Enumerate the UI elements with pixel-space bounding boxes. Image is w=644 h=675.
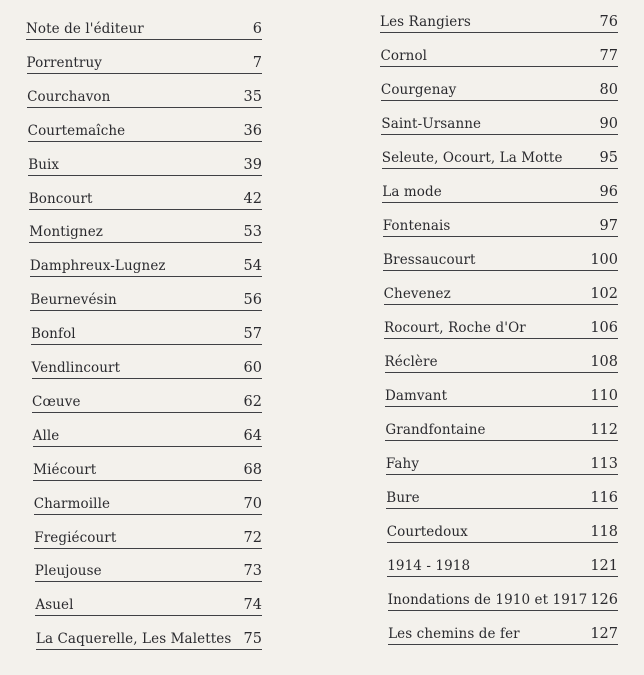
toc-entry-title: Fahy [385,456,420,472]
toc-entry-page-number: 64 [243,427,262,444]
toc-entry-page-number: 77 [599,48,618,64]
toc-entry [29,217,262,243]
toc-entry-title: Courgenay [380,82,457,98]
toc-entry-page-number: 106 [590,320,618,336]
toc-entry-title: Cœuve [32,393,81,410]
toc-entry-title: Courchavon [27,88,111,105]
toc-entry-page-number: 74 [243,597,262,614]
toc-entry-title: La Caquerelle, Les Malettes [35,631,232,648]
toc-entry [34,523,262,549]
toc-entry [384,279,618,305]
toc-entry-title: Bressaucourt [383,252,476,268]
toc-entry-title: La mode [382,184,442,200]
toc-entry-page-number: 70 [243,495,262,512]
toc-entry-page-number: 110 [590,388,618,404]
toc-entry-page-number: 35 [243,88,262,105]
toc-entry [383,211,618,237]
toc-entry [32,387,262,413]
toc-entry-page-number: 102 [590,286,618,302]
toc-entry-page-number: 36 [243,122,262,139]
toc-entry [26,14,262,40]
toc-entry-title: Vendlincourt [31,360,121,376]
toc-entry-page-number: 90 [599,116,618,132]
toc-entry-page-number: 97 [599,218,618,234]
toc-entry-page-number: 127 [590,626,618,642]
toc-entry [387,517,618,543]
toc-entry-title: Fregiécourt [34,529,117,546]
toc-entry-page-number: 53 [243,224,262,241]
toc-entry-page-number: 7 [252,54,262,71]
toc-entry-page-number: 68 [243,461,262,478]
toc-entry-title: Damphreux-Lugnez [29,258,166,275]
toc-entry-page-number: 112 [590,422,618,438]
toc-entry [380,41,618,67]
toc-entry [380,7,618,33]
toc-entry [27,82,262,108]
toc-entry-page-number: 116 [590,490,618,506]
toc-entry [36,624,262,650]
toc-entry [30,251,262,277]
toc-entry [385,415,618,441]
toc-entry-page-number: 42 [243,190,262,207]
toc-entry-page-number: 73 [243,563,262,580]
toc-entry-page-number: 62 [243,393,262,410]
toc-entry-title: Seleute, Ocourt, La Motte [381,150,563,166]
toc-entry-page-number: 126 [590,592,618,608]
toc-entry-title: Beurnevésin [30,292,117,309]
toc-entry [386,483,618,509]
toc-entry-title: Porrentruy [26,54,103,71]
toc-entry [386,449,618,475]
toc-entry-page-number: 118 [590,524,618,540]
toc-entry [35,590,262,616]
toc-entry-page-number: 95 [599,150,618,166]
toc-entry-title: Bure [386,490,420,506]
toc-entry-title: Alle [32,427,60,444]
toc-entry-page-number: 113 [590,456,618,472]
toc-entry [385,347,619,373]
toc-entry [31,319,262,345]
toc-entry-title: Grandfontaine [385,422,486,438]
toc-entry-title: Miécourt [33,461,97,478]
toc-entry-page-number: 72 [243,529,262,546]
toc-entry-title: Bonfol [30,326,76,343]
toc-entry-page-number: 76 [599,14,618,30]
toc-entry-title: Réclère [384,354,438,370]
toc-entry-title: Courtedoux [386,524,468,540]
toc-entry-page-number: 6 [252,21,262,37]
toc-entry [28,116,262,142]
toc-entry-title: Montignez [29,224,104,241]
toc-entry-title: Cornol [380,48,428,64]
toc-entry [385,381,618,407]
toc-entry [388,619,618,645]
toc-entry-title: Inondations de 1910 et 1917 [387,592,588,608]
toc-entry [33,421,262,447]
toc-entry-title: Les Rangiers [380,14,471,30]
toc-entry-page-number: 100 [590,252,618,268]
toc-entry [28,150,262,176]
toc-entry-page-number: 75 [243,631,262,648]
toc-entry [29,184,262,210]
toc-entry-page-number: 80 [599,82,618,98]
toc-entry [382,143,618,169]
toc-entry-page-number: 108 [590,354,618,370]
toc-entry-title: 1914 - 1918 [387,558,471,574]
toc-entry-title: Boncourt [28,190,93,207]
toc-entry [384,313,618,339]
toc-entry-title: Chevenez [383,286,451,302]
toc-entry [381,109,618,135]
toc-entry [32,353,263,379]
toc-entry-page-number: 56 [243,292,262,309]
toc-entry [383,245,618,271]
toc-entry-page-number: 39 [243,156,262,173]
toc-entry-title: Les chemins de fer [388,626,520,642]
toc-entry-page-number: 96 [599,184,618,200]
toc-entry-page-number: 54 [243,258,262,275]
toc-entry [382,177,618,203]
toc-entry [30,285,262,311]
toc-entry-title: Courtemaîche [27,122,126,139]
toc-entry-title: Charmoille [33,495,111,512]
toc-entry-page-number: 57 [243,326,262,343]
toc-entry [33,455,262,481]
toc-entry [387,551,618,577]
toc-entry-title: Buix [28,156,60,173]
toc-entry-page-number: 60 [243,360,262,376]
toc-entry [35,556,262,582]
toc-entry [381,75,618,101]
toc-entry-page-number: 121 [590,558,618,574]
toc-entry-title: Rocourt, Roche d'Or [384,320,526,336]
toc-entry [388,585,618,611]
toc-entry-title: Pleujouse [34,563,102,580]
toc-entry-title: Asuel [35,597,74,614]
toc-entry-title: Note de l'éditeur [26,21,144,37]
toc-entry-title: Saint-Ursanne [381,116,482,132]
toc-entry [27,48,262,74]
toc-entry-title: Fontenais [382,218,451,234]
toc-entry-title: Damvant [384,388,448,404]
toc-entry [34,489,262,515]
